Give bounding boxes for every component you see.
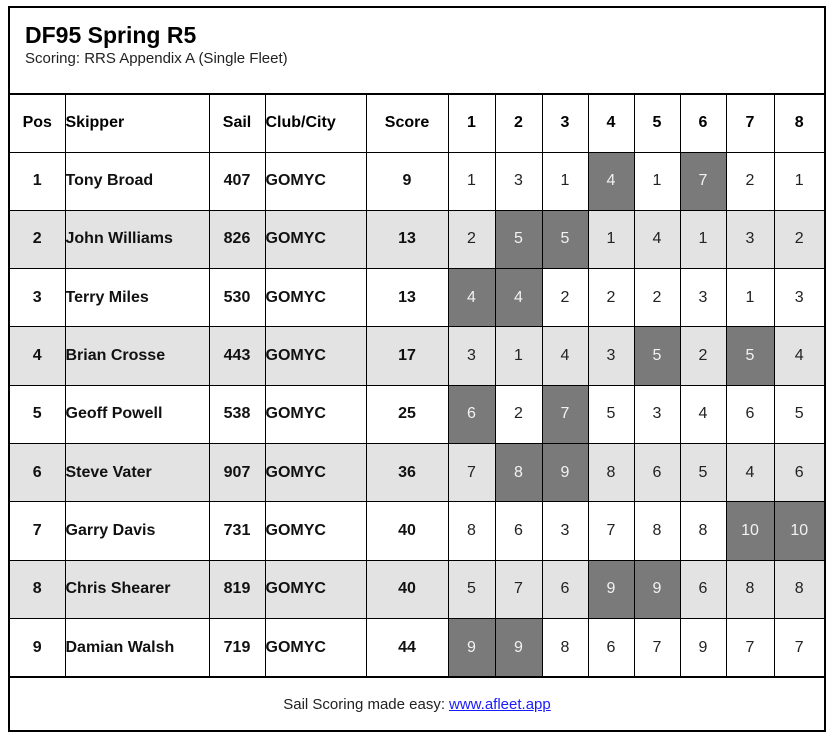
cell-sail: 443 xyxy=(209,327,265,385)
cell-race-6: 1 xyxy=(680,210,726,268)
table-header-row xyxy=(10,94,824,152)
cell-race-4: 6 xyxy=(588,618,634,676)
cell-pos: 2 xyxy=(10,210,65,268)
footer-text: Sail Scoring made easy: xyxy=(283,695,445,713)
cell-race-4: 9 xyxy=(588,560,634,618)
cell-skipper: Geoff Powell xyxy=(65,385,209,443)
afleet-link[interactable]: www.afleet.app xyxy=(449,695,551,713)
cell-race-3: 6 xyxy=(542,560,588,618)
cell-race-8: 7 xyxy=(774,618,824,676)
cell-race-6: 3 xyxy=(680,269,726,327)
column-header-pos: Pos xyxy=(10,94,65,152)
cell-race-4: 2 xyxy=(588,269,634,327)
cell-score: 36 xyxy=(366,443,448,501)
cell-race-5: 9 xyxy=(634,560,680,618)
cell-score: 9 xyxy=(366,152,448,210)
cell-race-5: 1 xyxy=(634,152,680,210)
cell-race-2: 6 xyxy=(495,502,542,560)
cell-race-2: 1 xyxy=(495,327,542,385)
cell-skipper: Garry Davis xyxy=(65,502,209,560)
cell-race-4: 1 xyxy=(588,210,634,268)
cell-race-2: 5 xyxy=(495,210,542,268)
cell-race-6: 7 xyxy=(680,152,726,210)
cell-race-2: 9 xyxy=(495,618,542,676)
cell-race-6: 6 xyxy=(680,560,726,618)
cell-race-4: 3 xyxy=(588,327,634,385)
cell-race-7: 6 xyxy=(726,385,774,443)
column-header-race-5: 5 xyxy=(634,94,680,152)
cell-sail: 538 xyxy=(209,385,265,443)
cell-score: 13 xyxy=(366,269,448,327)
cell-score: 44 xyxy=(366,618,448,676)
cell-race-4: 8 xyxy=(588,443,634,501)
cell-score: 40 xyxy=(366,560,448,618)
cell-race-5: 5 xyxy=(634,327,680,385)
cell-race-5: 3 xyxy=(634,385,680,443)
column-header-race-4: 4 xyxy=(588,94,634,152)
cell-club: GOMYC xyxy=(265,385,366,443)
cell-score: 25 xyxy=(366,385,448,443)
cell-sail: 719 xyxy=(209,618,265,676)
cell-pos: 1 xyxy=(10,152,65,210)
cell-race-1: 9 xyxy=(448,618,495,676)
cell-sail: 826 xyxy=(209,210,265,268)
cell-race-8: 6 xyxy=(774,443,824,501)
table-row xyxy=(10,327,824,385)
footer xyxy=(10,676,824,730)
cell-race-2: 4 xyxy=(495,269,542,327)
cell-race-5: 7 xyxy=(634,618,680,676)
column-header-skipper: Skipper xyxy=(65,94,209,152)
cell-sail: 907 xyxy=(209,443,265,501)
cell-race-1: 1 xyxy=(448,152,495,210)
column-header-race-1: 1 xyxy=(448,94,495,152)
cell-club: GOMYC xyxy=(265,210,366,268)
cell-race-7: 1 xyxy=(726,269,774,327)
cell-race-2: 7 xyxy=(495,560,542,618)
cell-race-2: 3 xyxy=(495,152,542,210)
cell-race-1: 6 xyxy=(448,385,495,443)
cell-race-2: 2 xyxy=(495,385,542,443)
cell-race-8: 5 xyxy=(774,385,824,443)
cell-club: GOMYC xyxy=(265,327,366,385)
column-header-club: Club/City xyxy=(265,94,366,152)
cell-skipper: Chris Shearer xyxy=(65,560,209,618)
cell-sail: 819 xyxy=(209,560,265,618)
cell-race-3: 1 xyxy=(542,152,588,210)
scoring-system-subtitle: Scoring: RRS Appendix A (Single Fleet) xyxy=(25,50,288,67)
cell-sail: 407 xyxy=(209,152,265,210)
table-row xyxy=(10,443,824,501)
results-table xyxy=(10,93,824,677)
table-row xyxy=(10,269,824,327)
table-row xyxy=(10,385,824,443)
cell-race-4: 4 xyxy=(588,152,634,210)
cell-race-7: 3 xyxy=(726,210,774,268)
column-header-sail: Sail xyxy=(209,94,265,152)
cell-sail: 530 xyxy=(209,269,265,327)
cell-race-7: 8 xyxy=(726,560,774,618)
column-header-race-8: 8 xyxy=(774,94,824,152)
cell-race-8: 10 xyxy=(774,502,824,560)
cell-race-6: 5 xyxy=(680,443,726,501)
page-title: DF95 Spring R5 xyxy=(25,22,197,48)
cell-race-7: 5 xyxy=(726,327,774,385)
cell-race-5: 6 xyxy=(634,443,680,501)
cell-skipper: Damian Walsh xyxy=(65,618,209,676)
cell-race-8: 2 xyxy=(774,210,824,268)
cell-race-5: 4 xyxy=(634,210,680,268)
cell-club: GOMYC xyxy=(265,152,366,210)
cell-race-8: 8 xyxy=(774,560,824,618)
cell-race-7: 7 xyxy=(726,618,774,676)
cell-skipper: Tony Broad xyxy=(65,152,209,210)
results-sheet xyxy=(8,6,826,732)
cell-race-5: 8 xyxy=(634,502,680,560)
cell-race-3: 4 xyxy=(542,327,588,385)
cell-pos: 9 xyxy=(10,618,65,676)
cell-club: GOMYC xyxy=(265,502,366,560)
table-row xyxy=(10,618,824,676)
cell-club: GOMYC xyxy=(265,269,366,327)
cell-pos: 4 xyxy=(10,327,65,385)
column-header-race-7: 7 xyxy=(726,94,774,152)
cell-club: GOMYC xyxy=(265,618,366,676)
cell-score: 40 xyxy=(366,502,448,560)
cell-score: 13 xyxy=(366,210,448,268)
cell-skipper: Brian Crosse xyxy=(65,327,209,385)
table-row xyxy=(10,210,824,268)
cell-race-3: 7 xyxy=(542,385,588,443)
cell-skipper: Steve Vater xyxy=(65,443,209,501)
cell-race-1: 3 xyxy=(448,327,495,385)
table-row xyxy=(10,502,824,560)
cell-race-7: 2 xyxy=(726,152,774,210)
cell-pos: 3 xyxy=(10,269,65,327)
column-header-race-3: 3 xyxy=(542,94,588,152)
cell-pos: 6 xyxy=(10,443,65,501)
column-header-race-6: 6 xyxy=(680,94,726,152)
cell-race-1: 4 xyxy=(448,269,495,327)
cell-race-3: 3 xyxy=(542,502,588,560)
cell-race-6: 2 xyxy=(680,327,726,385)
column-header-score: Score xyxy=(366,94,448,152)
cell-sail: 731 xyxy=(209,502,265,560)
cell-race-3: 9 xyxy=(542,443,588,501)
cell-race-7: 4 xyxy=(726,443,774,501)
cell-race-4: 7 xyxy=(588,502,634,560)
table-row xyxy=(10,152,824,210)
cell-score: 17 xyxy=(366,327,448,385)
cell-race-1: 5 xyxy=(448,560,495,618)
cell-race-7: 10 xyxy=(726,502,774,560)
results-body xyxy=(10,152,824,677)
cell-race-3: 8 xyxy=(542,618,588,676)
cell-race-3: 2 xyxy=(542,269,588,327)
cell-race-6: 8 xyxy=(680,502,726,560)
cell-race-3: 5 xyxy=(542,210,588,268)
cell-race-2: 8 xyxy=(495,443,542,501)
column-header-race-2: 2 xyxy=(495,94,542,152)
cell-pos: 7 xyxy=(10,502,65,560)
cell-race-5: 2 xyxy=(634,269,680,327)
cell-race-8: 3 xyxy=(774,269,824,327)
cell-race-8: 4 xyxy=(774,327,824,385)
table-row xyxy=(10,560,824,618)
cell-club: GOMYC xyxy=(265,560,366,618)
cell-club: GOMYC xyxy=(265,443,366,501)
cell-pos: 5 xyxy=(10,385,65,443)
results-header xyxy=(10,8,824,93)
cell-race-1: 8 xyxy=(448,502,495,560)
cell-race-4: 5 xyxy=(588,385,634,443)
cell-race-6: 9 xyxy=(680,618,726,676)
cell-race-1: 7 xyxy=(448,443,495,501)
cell-pos: 8 xyxy=(10,560,65,618)
cell-skipper: John Williams xyxy=(65,210,209,268)
cell-race-1: 2 xyxy=(448,210,495,268)
cell-skipper: Terry Miles xyxy=(65,269,209,327)
cell-race-8: 1 xyxy=(774,152,824,210)
cell-race-6: 4 xyxy=(680,385,726,443)
